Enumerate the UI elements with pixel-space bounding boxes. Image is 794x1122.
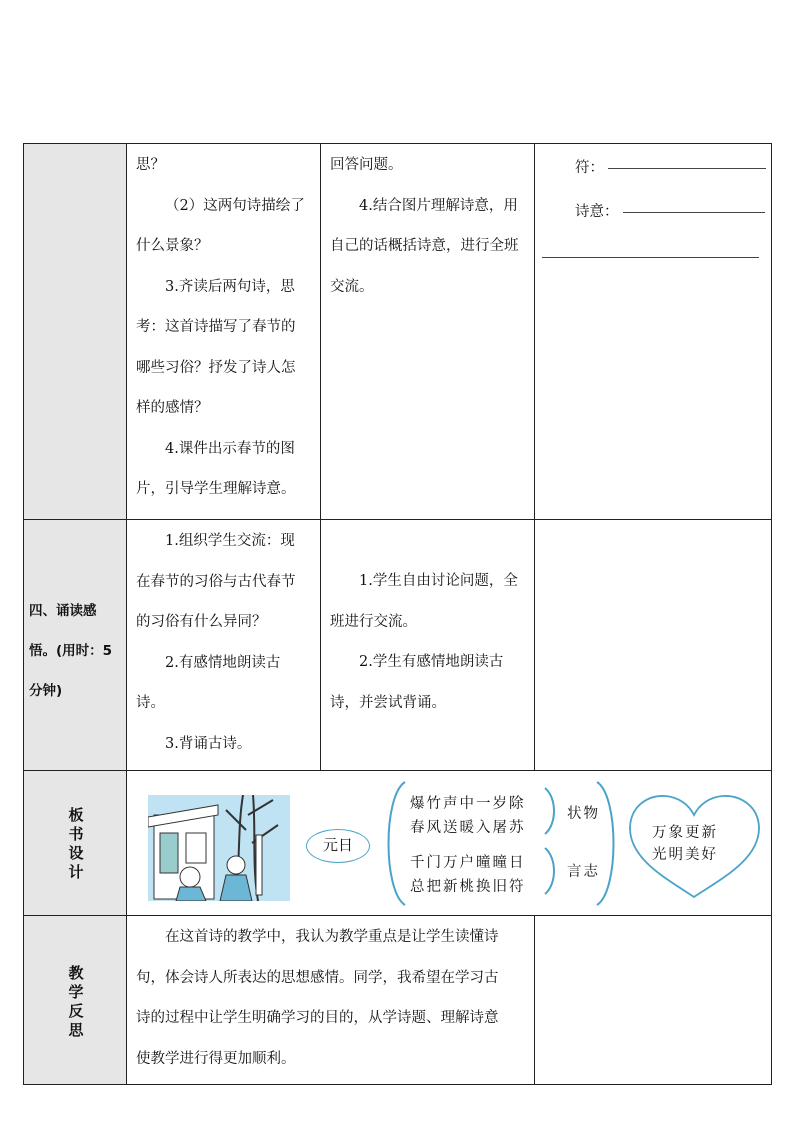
section-label: 四、诵读感 悟。(用时：5 分钟): [29, 603, 113, 699]
teacher-activity-cell: [127, 520, 321, 770]
text-line: 1.组织学生交流：现: [165, 533, 295, 549]
notes-line-2: [575, 200, 765, 221]
poem-title: 元日: [306, 829, 370, 863]
text-line: 使教学进行得更加顺利。: [136, 1050, 296, 1067]
text-line: 考：这首诗描写了春节的: [136, 319, 296, 335]
row-label-cell: [24, 520, 127, 770]
text-line: 4.结合图片理解诗意，用: [359, 197, 518, 214]
blank-line: [542, 256, 759, 258]
lesson-plan-table: [23, 143, 772, 1085]
notes-label: 符：: [575, 160, 604, 176]
board-design-cell: [127, 771, 771, 915]
notes-cell: [535, 916, 771, 1084]
text-line: 2.有感情地朗读古: [165, 654, 281, 671]
section-label: 板 书 设 计: [68, 806, 84, 881]
blank-line: [608, 167, 766, 169]
poem-lines-group-2: [410, 851, 526, 899]
text-line: （2）这两句诗描绘了: [165, 197, 305, 214]
notes-cell: [535, 520, 771, 770]
text-line: 诗，并尝试背诵。: [330, 694, 446, 711]
teacher-activity-cell: [127, 144, 321, 519]
new-year-illustration: [148, 795, 290, 901]
student-activity-cell: [321, 520, 535, 770]
poem-line: 千门万户曈曈日: [410, 855, 526, 871]
text-line: 3.齐读后两句诗，思: [165, 278, 295, 295]
text-line: 自己的话概括诗意，进行全班: [330, 238, 519, 254]
row-label-cell: [24, 771, 127, 915]
text-line: 在这首诗的教学中，我认为教学重点是让学生读懂诗: [165, 929, 499, 945]
heart-text: 万象更新 光明美好: [652, 825, 718, 863]
text-line: 3.背诵古诗。: [165, 735, 252, 752]
text-line: 什么景象？: [136, 238, 209, 254]
text-line: 回答问题。: [330, 157, 403, 173]
text-line: 思？: [136, 157, 165, 173]
text-line: 1.学生自由讨论问题，全: [359, 573, 518, 589]
notes-line-1: [575, 156, 766, 177]
text-line: 的习俗有什么异同？: [136, 614, 267, 630]
notes-label: 诗意：: [575, 204, 619, 220]
table-row: [24, 771, 771, 916]
text-line: 诗。: [136, 695, 165, 711]
text-line: 在春节的习俗与古代春节: [136, 573, 296, 590]
poem-line: 春风送暖入屠苏: [410, 820, 526, 836]
text-line: 样的感情？: [136, 400, 209, 416]
text-line: 交流。: [330, 278, 374, 295]
notes-cell: [535, 144, 771, 519]
row-label-cell: [24, 916, 127, 1084]
poem-line: 总把新桃换旧符: [410, 879, 526, 895]
text-line: 班进行交流。: [330, 613, 417, 630]
tag-aspiration: 言志: [567, 864, 600, 880]
text-line: 片，引导学生理解诗意。: [136, 481, 296, 497]
poem-line: 爆竹声中一岁除: [410, 796, 526, 812]
poem-lines-group-1: [410, 792, 526, 840]
text-line: 哪些习俗？抒发了诗人怎: [136, 359, 296, 376]
row-label-cell: [24, 144, 127, 519]
text-line: 4.课件出示春节的图: [165, 440, 295, 457]
text-line: 句，体会诗人所表达的思想感情。同学，我希望在学习古: [136, 969, 499, 986]
section-label: 教 学 反 思: [68, 964, 84, 1039]
table-row: [24, 520, 771, 771]
text-line: 2.学生有感情地朗读古: [359, 654, 504, 670]
tag-describe: 状物: [567, 806, 600, 822]
table-row: [24, 916, 771, 1084]
table-row: [24, 144, 771, 520]
text-line: 诗的过程中让学生明确学习的目的，从学诗题、理解诗意: [136, 1010, 499, 1026]
reflection-cell: [127, 916, 535, 1084]
blank-line: [623, 211, 765, 213]
student-activity-cell: [321, 144, 535, 519]
